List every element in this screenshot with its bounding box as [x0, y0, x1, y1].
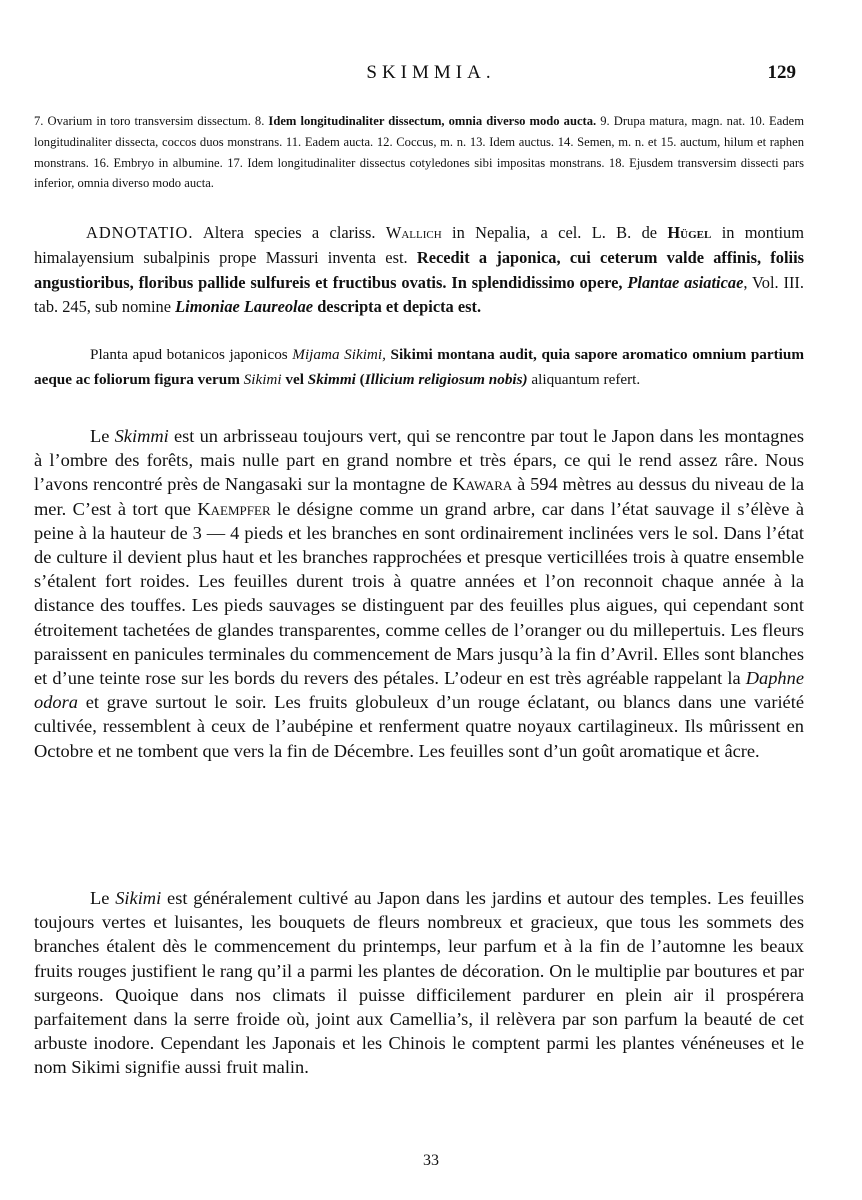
work-title: Plantae asiaticae [627, 272, 744, 292]
species-name: Daphne odora [34, 668, 804, 713]
french-paragraph-1 [34, 424, 804, 763]
text: Le [90, 426, 115, 446]
species-name: Limoniae Laureolae [175, 297, 314, 317]
caption-part: 9. Drupa matura, magn. nat. 10. Eadem longitudinaliter dissecta, coccos duos monstrans. 11. Eadem aucta. 12. Coccus, m. n. 13. Idem auctus. 14. Semen, m. n. et 15. auctum, hilum et raphen monstrans. 16. Embryo in albumine. 17. Idem longitudinaliter dissectus cotyledones sibi impositas monstrans. 18. Ejusdem transversim dissecti pars inferior, omnia diverso modo aucta. [34, 114, 804, 191]
planta-paragraph [34, 343, 804, 392]
text: in Nepalia, a cel. L. B. de [441, 223, 668, 242]
text: Planta apud botanicos japonicos [90, 346, 293, 363]
adnotatio-paragraph [34, 221, 804, 320]
text: est généralement cultivé au Japon dans les jardins et autour des temples. Les feuilles toujours vertes et luisantes, les bouquets de fleurs nombreux et gracieux, que tous les sommets des branches étalent dès le commencement du printemps, leur parfum et à la fin de l’automne les beaux fruits rouges justifient le rang qu’il a parmi les plantes de décoration. On le multiplie par boutures et par surgeons. Quoique dans nos climats il puisse difficilement pardurer en plein air il prospérera parfaitement dans la serre froide où, joint aux Camellia’s, il relèvera par son parfum la beauté de cet arbuste inodore. Cependant les Japonais et les Chinois le comptent parmi les plantes vénéneuses et le nom Sikimi signifie aussi fruit malin. [34, 888, 804, 1078]
adnotatio-label: ADNOTATIO. [86, 223, 194, 242]
text-bold: Sikimi montana audit, quia sapore aromatico omnium partium aeque ac foliorum figura verum [34, 346, 804, 388]
text: Le [90, 888, 116, 908]
text-bold: Recedit a japonica, cui ceterum valde affinis, foliis angustioribus, floribus pallide sulfureis et fructibus ovatis. In splendidissimo opere, [34, 247, 805, 292]
caption-bold: Idem longitudinaliter dissectum, omnia diverso modo aucta. [268, 114, 597, 128]
running-title: SKIMMIA. [366, 62, 496, 83]
author-name: Hügel [667, 223, 712, 242]
text: in montium himalayensium subalpinis prope Massuri inventa est. [34, 223, 804, 267]
text-bold: descripta et depicta est. [313, 297, 482, 317]
text: le désigne comme un grand arbre, car dans l’état sauvage il s’élève à peine à la hauteur de 3 — 4 pieds et les branches en sont ordinairement inclinées vers le sol. Dans l’état de culture il devient plus haut et les branches rapprochées et presque verticillées trois à quatre ensemble s’étalent fort roides. Les feuilles durent trois à quatre années et l’on reconnoit chaque année à la distance des touffes. Les pieds sauvages se distinguent par des feuilles plus aigues, qui cependant sont étroitement tachetées de glandes transparentes, comme celles de l’oranger ou du millepertuis. Les fleurs paraissent en panicules terminales du commencement de Mars jusqu’à la fin d’Avril. Elles sont blanches et d’une teinte rose sur les bords du revers des pétales. L’odeur en est très agréable rappelant la [34, 498, 804, 689]
author-name: Kaempfer [197, 498, 271, 519]
plant-name: Skimmi [114, 426, 169, 446]
text: Altera species a clariss. [193, 223, 386, 242]
author-name: Wallich [385, 223, 442, 242]
text: et grave surtout le soir. Les fruits globuleux d’un rouge éclatant, ou blancs dans une variété cultivée, ressemblent à ceux de l’aubépine et renferment quatre noyaux cartilagineux. Ils mûrissent en Octobre et ne tombent que vers la fin de Décembre. Les feuilles sont d’un goût aromatique et âcre. [34, 692, 804, 761]
text: à 594 mètres au dessus du niveau de la mer. C’est à tort que [34, 474, 804, 519]
page-number: 129 [767, 62, 796, 83]
text: aliquantum refert. [527, 370, 641, 388]
plant-name: Skimmi [307, 370, 356, 388]
place-name: Kawara [452, 474, 513, 495]
species-name: Illicium religiosum nobis) [364, 370, 528, 388]
french-paragraph-2 [34, 886, 804, 1080]
text-bold: vel [281, 370, 308, 388]
plant-name: Sikimi [243, 370, 282, 388]
caption-part: 7. Ovarium in toro transversim dissectum. 8. [34, 114, 269, 128]
signature-mark: 33 [423, 1152, 439, 1169]
text: est un arbrisseau toujours vert, qui se rencontre par tout le Japon dans les montagnes à l’ombre des forêts, mais nulle part en grand nombre et très épars, ce qui le rend assez râre. Nous l’avons rencontré près de Nangasaki sur la montagne de [34, 426, 804, 495]
plant-name: Sikimi [115, 888, 162, 908]
figure-caption [34, 111, 804, 194]
text: , Vol. III. tab. 245, sub nomine [34, 272, 804, 317]
text-bold: ( [355, 370, 365, 388]
plant-name: Mijama Sikimi, [292, 346, 386, 363]
